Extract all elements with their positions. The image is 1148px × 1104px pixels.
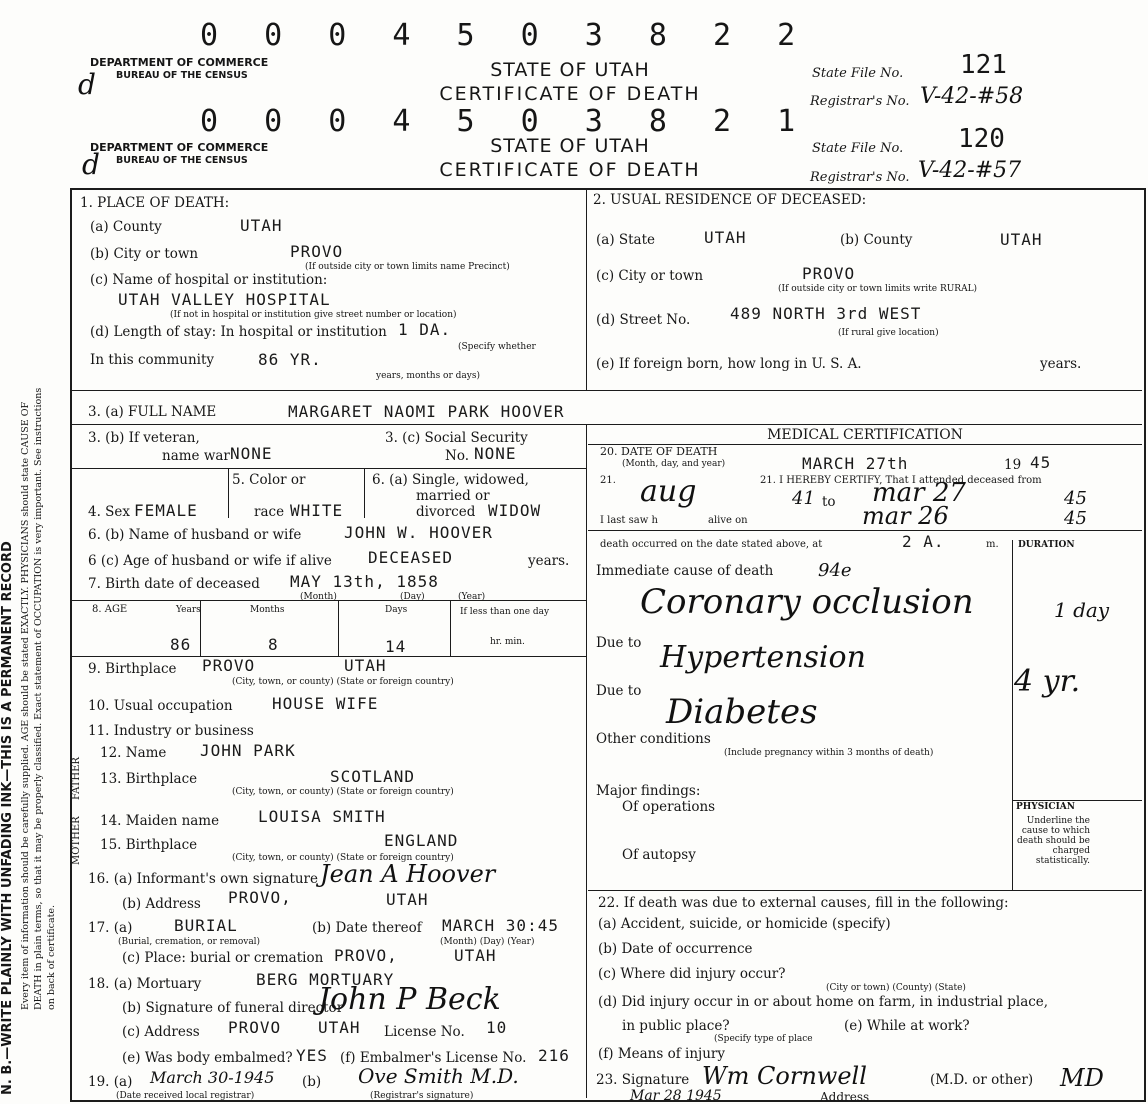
registrar-label-top: Registrar's No.	[810, 94, 910, 109]
hospital-note: (If not in hospital or institution give street number or location)	[170, 310, 457, 320]
cause-3: Diabetes	[666, 692, 818, 732]
embalmer-license-label: (f) Embalmer's License No.	[340, 1050, 527, 1066]
attended-to: mar 27	[872, 478, 966, 508]
informant-address-state: UTAH	[386, 890, 429, 909]
burial-label: 17. (a)	[88, 920, 133, 936]
certify-label: 21. I HEREBY CERTIFY, That I attended deceased from	[760, 475, 1042, 486]
res-county-value: UTAH	[1000, 230, 1043, 249]
res-city-label: (c) City or town	[596, 268, 704, 284]
spouse-years-label: years.	[528, 553, 570, 569]
external-c-note: (City or town) (County) (State)	[826, 983, 966, 993]
major-findings-label: Major findings:	[596, 783, 701, 799]
city-note: (If outside city or town limits name Precinct)	[305, 262, 510, 272]
external-a: (a) Accident, suicide, or homicide (specify)	[598, 916, 891, 932]
other-conditions-label: Other conditions	[596, 731, 711, 747]
burial-date-note: (Month) (Day) (Year)	[440, 937, 535, 947]
signed-date: Mar 28 1945	[630, 1088, 722, 1104]
occurred-label: death occurred on the date stated above, at	[600, 539, 823, 550]
underline-note: Underline the cause to which death should be charged statistically.	[1017, 816, 1090, 866]
external-heading: 22. If death was due to external causes, fill in the following:	[598, 895, 1009, 911]
stay-label: (d) Length of stay: In hospital or institution	[90, 324, 387, 340]
burial-date-label: (b) Date thereof	[312, 920, 422, 936]
father-name-label: 12. Name	[100, 745, 167, 761]
res-city-note: (If outside city or town limits write RURAL)	[778, 284, 978, 294]
md-handwritten: MD	[1060, 1064, 1104, 1092]
spouse-age-value: DECEASED	[368, 548, 454, 567]
age-less-label: If less than one day	[460, 607, 550, 617]
m-label: m.	[986, 539, 999, 550]
birth-month-note: (Month)	[300, 592, 337, 602]
immediate-cause-mark: 94e	[818, 560, 852, 581]
mother-name-label: 14. Maiden name	[100, 813, 220, 829]
marital-label-1: 6. (a) Single, widowed,	[372, 472, 529, 488]
serial-number-bottom: 0 0 0 4 5 0 3 8 2 1	[200, 104, 810, 139]
birth-year-note: (Year)	[458, 592, 486, 602]
father-side-label: FATHER	[71, 757, 82, 800]
certificate-title-top: STATE OF UTAH CERTIFICATE OF DEATH	[439, 59, 701, 105]
mortuary-value: BERG MORTUARY	[256, 970, 395, 989]
funeral-address-city: PROVO	[228, 1018, 282, 1037]
certify-number: 21.	[600, 475, 616, 486]
full-name-value: MARGARET NAOMI PARK HOOVER	[288, 402, 565, 421]
last-saw-year: 45	[1064, 508, 1087, 529]
age-label: 8. AGE	[92, 604, 128, 615]
external-d: (d) Did injury occur in or about home on farm, in industrial place,	[598, 994, 1049, 1010]
duration-label: DURATION	[1018, 540, 1075, 550]
side-note-line3: DEATH in plain terms, so that it may be properly classified. Exact statement of OCCUPATION is very important. See instructions	[33, 387, 44, 1010]
marital-value: WIDOW	[488, 501, 542, 520]
attended-to-year: 45	[1064, 488, 1087, 509]
res-county-label: (b) County	[840, 232, 913, 248]
autopsy-label: Of autopsy	[622, 847, 696, 863]
veteran-label: 3. (b) If veteran,	[88, 430, 200, 446]
operations-label: Of operations	[622, 799, 716, 815]
alive-on-label: alive on	[708, 515, 748, 526]
city-label: (b) City or town	[90, 246, 199, 262]
father-bp-label: 13. Birthplace	[100, 771, 198, 787]
last-saw-date: mar 26	[862, 502, 949, 530]
mother-bp-note: (City, town, or county) (State or foreign country)	[232, 853, 454, 863]
sex-value: FEMALE	[134, 501, 198, 520]
funeral-address-label: (c) Address	[122, 1024, 200, 1040]
spouse-label: 6. (b) Name of husband or wife	[88, 527, 302, 543]
full-name-label: 3. (a) FULL NAME	[88, 404, 217, 420]
death-date-note: (Month, day, and year)	[622, 459, 726, 469]
occupation-label: 10. Usual occupation	[88, 698, 233, 714]
marital-label-3: divorced	[416, 504, 476, 520]
informant-label: 16. (a) Informant's own signature	[88, 871, 319, 887]
mortuary-label: 18. (a) Mortuary	[88, 976, 202, 992]
duration-1: 1 day	[1054, 598, 1110, 622]
color-label: 5. Color or	[232, 472, 306, 488]
marital-label-2: married or	[416, 488, 490, 504]
res-foreign-label: (e) If foreign born, how long in U. S. A.	[596, 356, 862, 372]
burial-place-state: UTAH	[454, 946, 497, 965]
registrar-sig-label: (b)	[302, 1074, 322, 1090]
informant-address-city: PROVO,	[228, 888, 292, 907]
cause-1: Coronary occlusion	[640, 582, 974, 622]
signature-label: 23. Signature	[596, 1072, 690, 1088]
md-label: (M.D. or other)	[930, 1072, 1034, 1088]
mother-bp-value: ENGLAND	[384, 831, 459, 850]
death-year-prefix: 19	[1004, 457, 1022, 473]
specify-note: (Specify whether	[458, 342, 536, 352]
check-mark-top: d	[78, 68, 96, 101]
father-bp-note: (City, town, or county) (State or foreign country)	[232, 787, 454, 797]
attended-from-year: 41	[792, 488, 815, 509]
hospital-label: (c) Name of hospital or institution:	[90, 272, 328, 288]
birth-date-label: 7. Birth date of deceased	[88, 576, 260, 592]
burial-place-city: PROVO,	[334, 946, 398, 965]
industry-label: 11. Industry or business	[88, 723, 254, 739]
war-label: name war	[162, 448, 230, 464]
state-file-label-top: State File No.	[812, 66, 904, 81]
res-state-label: (a) State	[596, 232, 656, 248]
side-note-line2: Every item of information should be carefully supplied. AGE should be stated EXACTLY. PHYSICIANS should state CAUSE OF	[20, 401, 31, 1010]
res-city-value: PROVO	[802, 264, 856, 283]
age-days-label: Days	[385, 605, 408, 615]
external-e: (e) While at work?	[844, 1018, 970, 1034]
check-mark-bottom: d	[82, 148, 100, 181]
father-name-value: JOHN PARK	[200, 741, 296, 760]
last-saw-label: I last saw h	[600, 515, 658, 526]
external-d2: in public place?	[622, 1018, 730, 1034]
state-file-number-top: 121	[960, 50, 1007, 80]
department-header-bottom: DEPARTMENT OF COMMERCE BUREAU OF THE CENSUS	[90, 141, 269, 166]
death-date-value: MARCH 27th	[802, 454, 909, 473]
department-header-top: DEPARTMENT OF COMMERCE BUREAU OF THE CENSUS	[90, 56, 269, 81]
birth-day-note: (Day)	[400, 592, 425, 602]
external-f: (f) Means of injury	[598, 1046, 725, 1062]
embalmed-label: (e) Was body embalmed?	[122, 1050, 293, 1066]
death-year-value: 45	[1030, 453, 1052, 472]
spouse-value: JOHN W. HOOVER	[344, 523, 493, 542]
race-value: WHITE	[290, 501, 344, 520]
ss-no-label: No.	[445, 448, 469, 464]
registrar-signature: Ove Smith M.D.	[358, 1064, 519, 1088]
funeral-address-state: UTAH	[318, 1018, 361, 1037]
spouse-age-label: 6 (c) Age of husband or wife if alive	[88, 553, 332, 569]
res-street-label: (d) Street No.	[596, 312, 691, 328]
sex-label: 4. Sex	[88, 504, 131, 520]
death-date-label: 20. DATE OF DEATH	[600, 445, 718, 458]
side-note-line4: on back of certificate.	[46, 904, 57, 1010]
license-value: 10	[486, 1018, 508, 1037]
community-label: In this community	[90, 352, 215, 368]
age-months-value: 8	[268, 635, 279, 654]
pregnancy-note: (Include pregnancy within 3 months of death)	[724, 748, 934, 758]
burial-date-value: MARCH 30:45	[442, 916, 559, 935]
res-years-label: years.	[1040, 356, 1082, 372]
certificate-title-bottom: STATE OF UTAH CERTIFICATE OF DEATH	[439, 135, 701, 181]
registrar-number-bottom: V-42-#57	[918, 158, 1022, 183]
father-bp-value: SCOTLAND	[330, 767, 416, 786]
county-value: UTAH	[240, 216, 283, 235]
death-time: 2 A.	[902, 532, 945, 551]
physician-signature: Wm Cornwell	[702, 1062, 867, 1090]
state-file-number-bottom: 120	[958, 124, 1005, 154]
res-state-value: UTAH	[704, 228, 747, 247]
director-label: (b) Signature of funeral director	[122, 1000, 344, 1016]
age-years-label: Years	[176, 605, 201, 615]
informant-address-label: (b) Address	[122, 896, 201, 912]
external-c: (c) Where did injury occur?	[598, 966, 786, 982]
birthplace-state: UTAH	[344, 656, 387, 675]
age-months-label: Months	[250, 605, 285, 615]
occupation-value: HOUSE WIFE	[272, 694, 379, 713]
mother-name-value: LOUISA SMITH	[258, 807, 386, 826]
mother-side-label: MOTHER	[71, 816, 82, 865]
informant-signature: Jean A Hoover	[320, 860, 496, 888]
registrar-number-top: V-42-#58	[920, 84, 1024, 109]
stay-value: 1 DA.	[398, 320, 452, 339]
external-b: (b) Date of occurrence	[598, 941, 753, 957]
embalmed-value: YES	[296, 1046, 328, 1065]
place-of-death-heading: 1. PLACE OF DEATH:	[80, 195, 230, 211]
due-to-label-2: Due to	[596, 683, 642, 699]
county-label: (a) County	[90, 219, 162, 235]
registrar-note: (Registrar's signature)	[370, 1091, 474, 1101]
embalmer-license-value: 216	[538, 1046, 570, 1065]
burial-place-label: (c) Place: burial or cremation	[122, 950, 324, 966]
residence-heading: 2. USUAL RESIDENCE OF DECEASED:	[593, 192, 867, 208]
ss-value: NONE	[474, 444, 517, 463]
mother-bp-label: 15. Birthplace	[100, 837, 198, 853]
burial-value: BURIAL	[174, 916, 238, 935]
community-value: 86 YR.	[258, 350, 322, 369]
age-years-value: 86	[170, 635, 192, 654]
war-value: NONE	[230, 444, 273, 463]
res-street-note: (If rural give location)	[838, 328, 939, 338]
birthplace-note: (City, town, or county) (State or foreign country)	[232, 677, 454, 687]
director-signature: John P Beck	[318, 982, 501, 1017]
serial-number-top: 0 0 0 4 5 0 3 8 2 2	[200, 18, 810, 53]
ss-label: 3. (c) Social Security	[385, 430, 528, 446]
attended-from: aug	[640, 474, 697, 509]
physician-box-label: PHYSICIAN	[1016, 802, 1075, 812]
received-note: (Date received local registrar)	[116, 1091, 255, 1101]
city-value: PROVO	[290, 242, 344, 261]
external-type-note: (Specify type of place	[714, 1034, 813, 1044]
burial-note: (Burial, cremation, or removal)	[118, 937, 261, 947]
race-label: race	[254, 504, 285, 520]
ymd-note: years, months or days)	[376, 371, 480, 381]
registrar-label-bottom: Registrar's No.	[810, 170, 910, 185]
age-days-value: 14	[385, 637, 407, 656]
immediate-cause-label: Immediate cause of death	[596, 563, 774, 579]
received-label: 19. (a)	[88, 1074, 133, 1090]
state-file-label-bottom: State File No.	[812, 141, 904, 156]
birthplace-label: 9. Birthplace	[88, 661, 177, 677]
res-street-value: 489 NORTH 3rd WEST	[730, 304, 922, 323]
age-hr-min: hr. min.	[490, 637, 525, 647]
license-label: License No.	[384, 1024, 465, 1040]
cause-2: Hypertension	[660, 640, 866, 675]
due-to-label-1: Due to	[596, 635, 642, 651]
hospital-value: UTAH VALLEY HOSPITAL	[118, 290, 331, 309]
birth-date-value: MAY 13th, 1858	[290, 572, 439, 591]
duration-2: 4 yr.	[1014, 664, 1081, 699]
attended-to-label: to	[822, 494, 836, 510]
medical-heading: MEDICAL CERTIFICATION	[767, 427, 963, 443]
physician-address-label: Address	[820, 1090, 870, 1104]
received-date: March 30-1945	[150, 1068, 275, 1087]
birthplace-city: PROVO	[202, 656, 256, 675]
side-note-main: N. B.—WRITE PLAINLY WITH UNFADING INK—THIS IS A PERMANENT RECORD	[0, 541, 15, 1095]
